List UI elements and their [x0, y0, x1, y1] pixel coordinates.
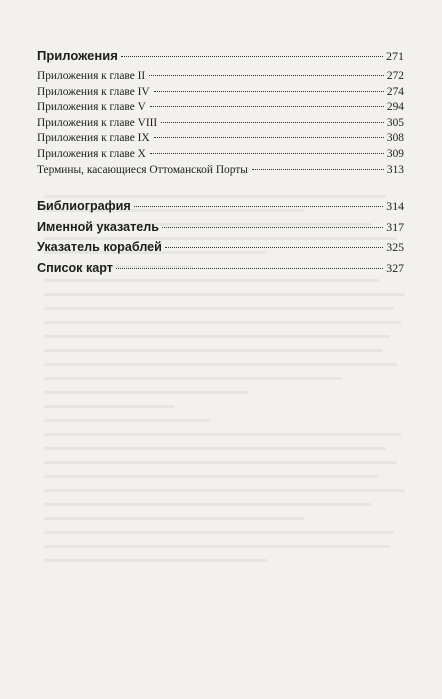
dot-leader	[154, 137, 384, 138]
dot-leader	[162, 227, 383, 228]
toc-entry-ship-index[interactable]	[37, 240, 404, 261]
toc-entry-label: Приложения к главе X	[37, 147, 146, 160]
toc-entry-appendices[interactable]	[37, 48, 404, 70]
dot-leader	[252, 169, 384, 170]
toc-entry-ottoman-terms[interactable]	[37, 164, 404, 180]
toc-entry-label: Именной указатель	[37, 219, 159, 234]
dot-leader	[121, 56, 383, 57]
dot-leader	[150, 106, 384, 107]
toc-entry-label: Термины, касающиеся Оттоманской Порты	[37, 163, 248, 176]
toc-entry-appendix-ch10[interactable]	[37, 148, 404, 164]
toc-entry-appendix-ch9[interactable]	[37, 132, 404, 148]
toc-entry-appendix-ch4[interactable]	[37, 86, 404, 102]
toc-entry-page: 294	[386, 101, 404, 114]
toc-entry-label: Приложения к главе II	[37, 70, 146, 82]
toc-entry-label: Приложения к главе IX	[37, 132, 150, 145]
section-gap	[37, 179, 404, 199]
toc-entry-page: 317	[386, 219, 404, 234]
toc-entry-page: 274	[386, 85, 404, 98]
toc-entry-page: 314	[386, 199, 404, 214]
dot-leader	[165, 247, 383, 248]
toc-entry-page: 271	[386, 49, 404, 63]
toc-entry-label: Приложения к главе V	[37, 101, 146, 114]
toc-entry-name-index[interactable]	[37, 220, 404, 241]
toc-entry-label: Указатель кораблей	[37, 240, 162, 255]
dot-leader	[150, 153, 384, 154]
toc-entry-appendix-ch8[interactable]	[37, 117, 404, 133]
toc-entry-label: Библиография	[37, 199, 131, 214]
table-of-contents	[37, 48, 404, 281]
toc-entry-page: 305	[386, 116, 404, 129]
toc-entry-page: 309	[386, 147, 404, 160]
dot-leader	[134, 206, 384, 207]
toc-entry-page: 272	[386, 70, 404, 82]
dot-leader	[116, 268, 383, 269]
toc-entry-page: 313	[386, 163, 404, 176]
toc-entry-label: Список карт	[37, 260, 113, 275]
dot-leader	[161, 122, 384, 123]
toc-entry-appendix-ch5[interactable]	[37, 101, 404, 117]
toc-entry-page: 308	[386, 132, 404, 145]
toc-entry-page: 327	[386, 260, 404, 275]
dot-leader	[149, 75, 384, 76]
dot-leader	[154, 91, 384, 92]
toc-entry-page: 325	[386, 240, 404, 255]
toc-entry-bibliography[interactable]	[37, 199, 404, 220]
toc-entry-label: Приложения к главе VIII	[37, 116, 158, 129]
toc-entry-label: Приложения к главе IV	[37, 85, 150, 98]
toc-entry-map-list[interactable]	[37, 261, 404, 282]
toc-entry-label: Приложения	[37, 48, 118, 63]
toc-entry-appendix-ch2[interactable]	[37, 70, 404, 86]
